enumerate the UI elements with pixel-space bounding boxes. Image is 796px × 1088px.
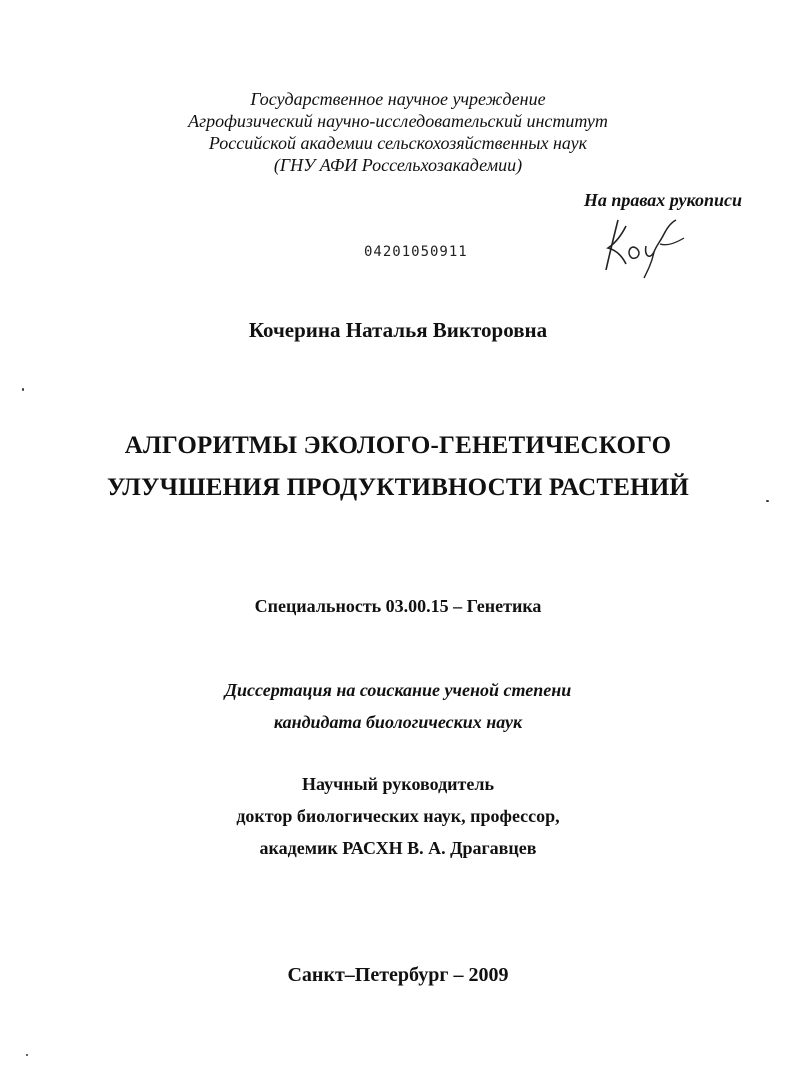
scan-speck [22,388,24,391]
title-line-2: УЛУЧШЕНИЯ ПРОДУКТИВНОСТИ РАСТЕНИЙ [106,474,690,501]
handwritten-signature [596,212,688,282]
institution-line-2: Агрофизический научно-исследовательский институт [188,111,608,131]
institution-line-1: Государственное научное учреждение [250,89,546,109]
supervisor-line-3: академик РАСХН В. А. Драгавцев [259,838,537,858]
scan-speck [26,1054,28,1056]
city-year: Санкт–Петербург – 2009 [287,964,509,986]
title-line-1: АЛГОРИТМЫ ЭКОЛОГО-ГЕНЕТИЧЕСКОГО [124,432,672,459]
author-name: Кочерина Наталья Викторовна [248,318,548,342]
institution-line-4: (ГНУ АФИ Россельхозакадемии) [273,155,523,175]
rights-note: На правах рукописи [583,190,742,210]
supervisor-line-1: Научный руководитель [302,774,494,794]
supervisor-line-2: доктор биологических наук, профессор, [236,806,560,826]
specialty: Специальность 03.00.15 – Генетика [254,596,542,616]
dissertation-line-2: кандидата биологических наук [273,712,523,732]
archive-code: 04201050911 [364,244,468,260]
scan-speck [766,500,769,502]
institution-line-3: Российской академии сельскохозяйственных наук [208,133,588,153]
dissertation-line-1: Диссертация на соискание ученой степени [224,680,572,700]
